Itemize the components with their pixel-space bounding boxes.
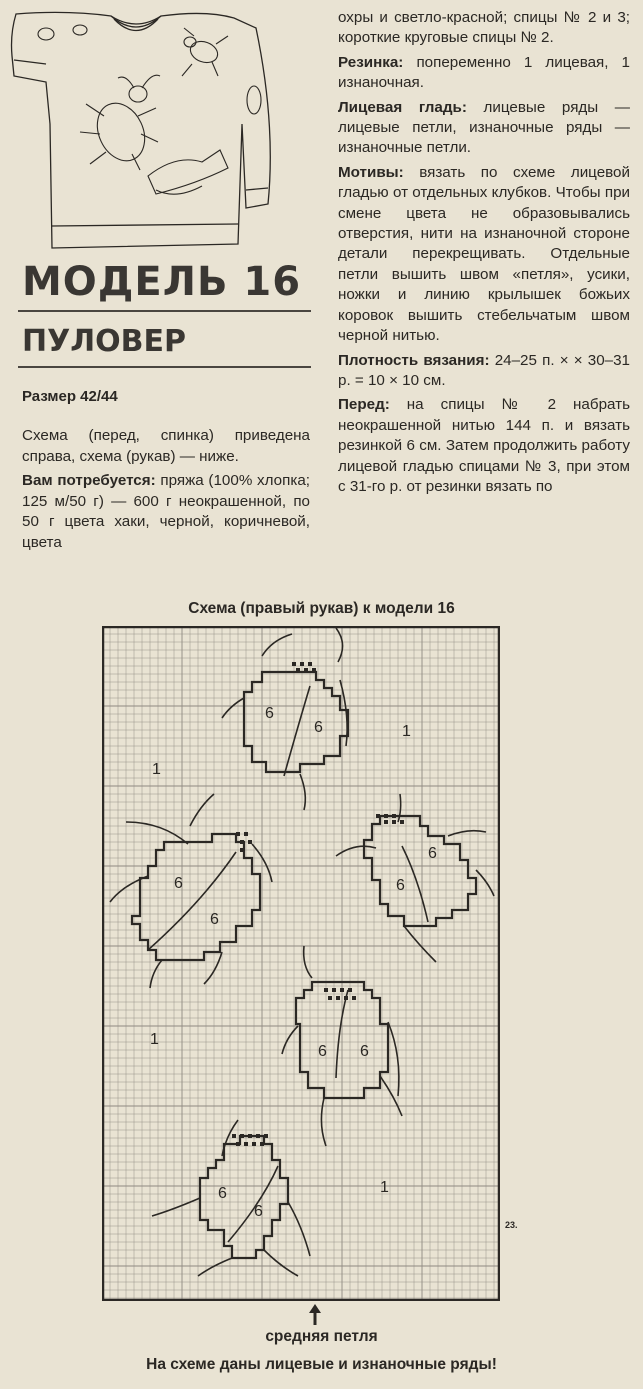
gauge-text: 24–25 п. × × 30–31 р. = 10 × 10 см.	[338, 351, 630, 389]
color-key-label: 6	[265, 705, 274, 722]
title-divider	[18, 310, 311, 312]
sweater-illustration	[6, 4, 296, 254]
front-text: на спицы № 2 набрать неокрашенной нитью 144 п. и вязать резинкой 6 см. Затем продолжить работу лицевой гладью спицами № 3, при этом с 31-го р. от резинки вязать по	[338, 396, 630, 495]
color-key-label: 6	[174, 875, 183, 892]
stockinette-text: лицевые ряды — лицевые петли, изнаночные ряды — изнаночные петли.	[338, 98, 630, 157]
center-stitch-label: средняя петля	[265, 1328, 378, 1345]
schema-note: Схема (перед, спинка) приведена справа, схема (рукав) — ниже.	[22, 427, 310, 465]
model-title: МОДЕЛЬ 16	[22, 259, 302, 305]
gauge-label: Плотность вязания:	[338, 351, 490, 369]
color-key-label: 6	[314, 719, 323, 736]
motifs-label: Мотивы:	[338, 163, 404, 181]
subtitle-divider	[18, 366, 311, 368]
arrow-up-icon	[305, 1302, 325, 1326]
stockinette-paragraph	[338, 98, 630, 159]
chart-note: На схеме даны лицевые и изнаночные ряды!	[146, 1356, 497, 1373]
rib-paragraph	[338, 53, 630, 94]
right-column	[338, 8, 630, 501]
front-paragraph	[338, 395, 630, 497]
color-key-label: 6	[318, 1043, 327, 1060]
color-key-label: 6	[254, 1203, 263, 1220]
color-key-label: 1	[402, 723, 411, 740]
chart-title: Схема (правый рукав) к модели 16	[188, 600, 455, 617]
motifs-text: вязать по схеме лицевой гладью от отдельных клубков. Чтобы при смене цвета не образовывались отверстия, нити на изнаночной стороне детали перекрещивать. Отдельные петли вышить швом «петля», усики, ножки и линию крылышек божьих коровок вышить стебельчатым швом черной нитью.	[338, 163, 630, 345]
materials-text: пряжа (100% хлопка; 125 м/50 г) — 600 г неокрашенной, по 50 г цвета хаки, черной, коричневой, цвета	[22, 472, 310, 551]
size-line: Размер 42/44	[22, 388, 118, 405]
garment-name: ПУЛОВЕР	[22, 324, 187, 359]
color-key-label: 6	[210, 911, 219, 928]
color-key-label: 1	[152, 761, 161, 778]
front-label: Перед:	[338, 396, 390, 414]
motifs-paragraph	[338, 163, 630, 347]
materials-paragraph	[22, 471, 310, 553]
chart-border	[103, 627, 499, 1300]
rib-text: попеременно 1 лицевая, 1 изнаночная.	[338, 53, 630, 92]
color-key-label: 1	[150, 1031, 159, 1048]
color-key-label: 1	[380, 1179, 389, 1196]
materials-continued: охры и светло-красной; спицы № 2 и 3; короткие круговые спицы № 2.	[338, 9, 630, 47]
color-key-label: 6	[428, 845, 437, 862]
motif-outline-5	[200, 1136, 288, 1258]
sleeve-chart	[102, 626, 500, 1301]
left-column	[22, 426, 310, 557]
color-key-label: 6	[218, 1185, 227, 1202]
chart-grid	[102, 626, 500, 1301]
color-key-label: 6	[360, 1043, 369, 1060]
materials-label: Вам потребуется:	[22, 472, 156, 489]
page-number: 23.	[505, 1220, 518, 1230]
rib-label: Резинка:	[338, 53, 404, 71]
stockinette-label: Лицевая гладь:	[338, 98, 467, 116]
motif-outline-2	[132, 834, 260, 960]
color-key-label: 6	[396, 877, 405, 894]
gauge-paragraph	[338, 351, 630, 392]
